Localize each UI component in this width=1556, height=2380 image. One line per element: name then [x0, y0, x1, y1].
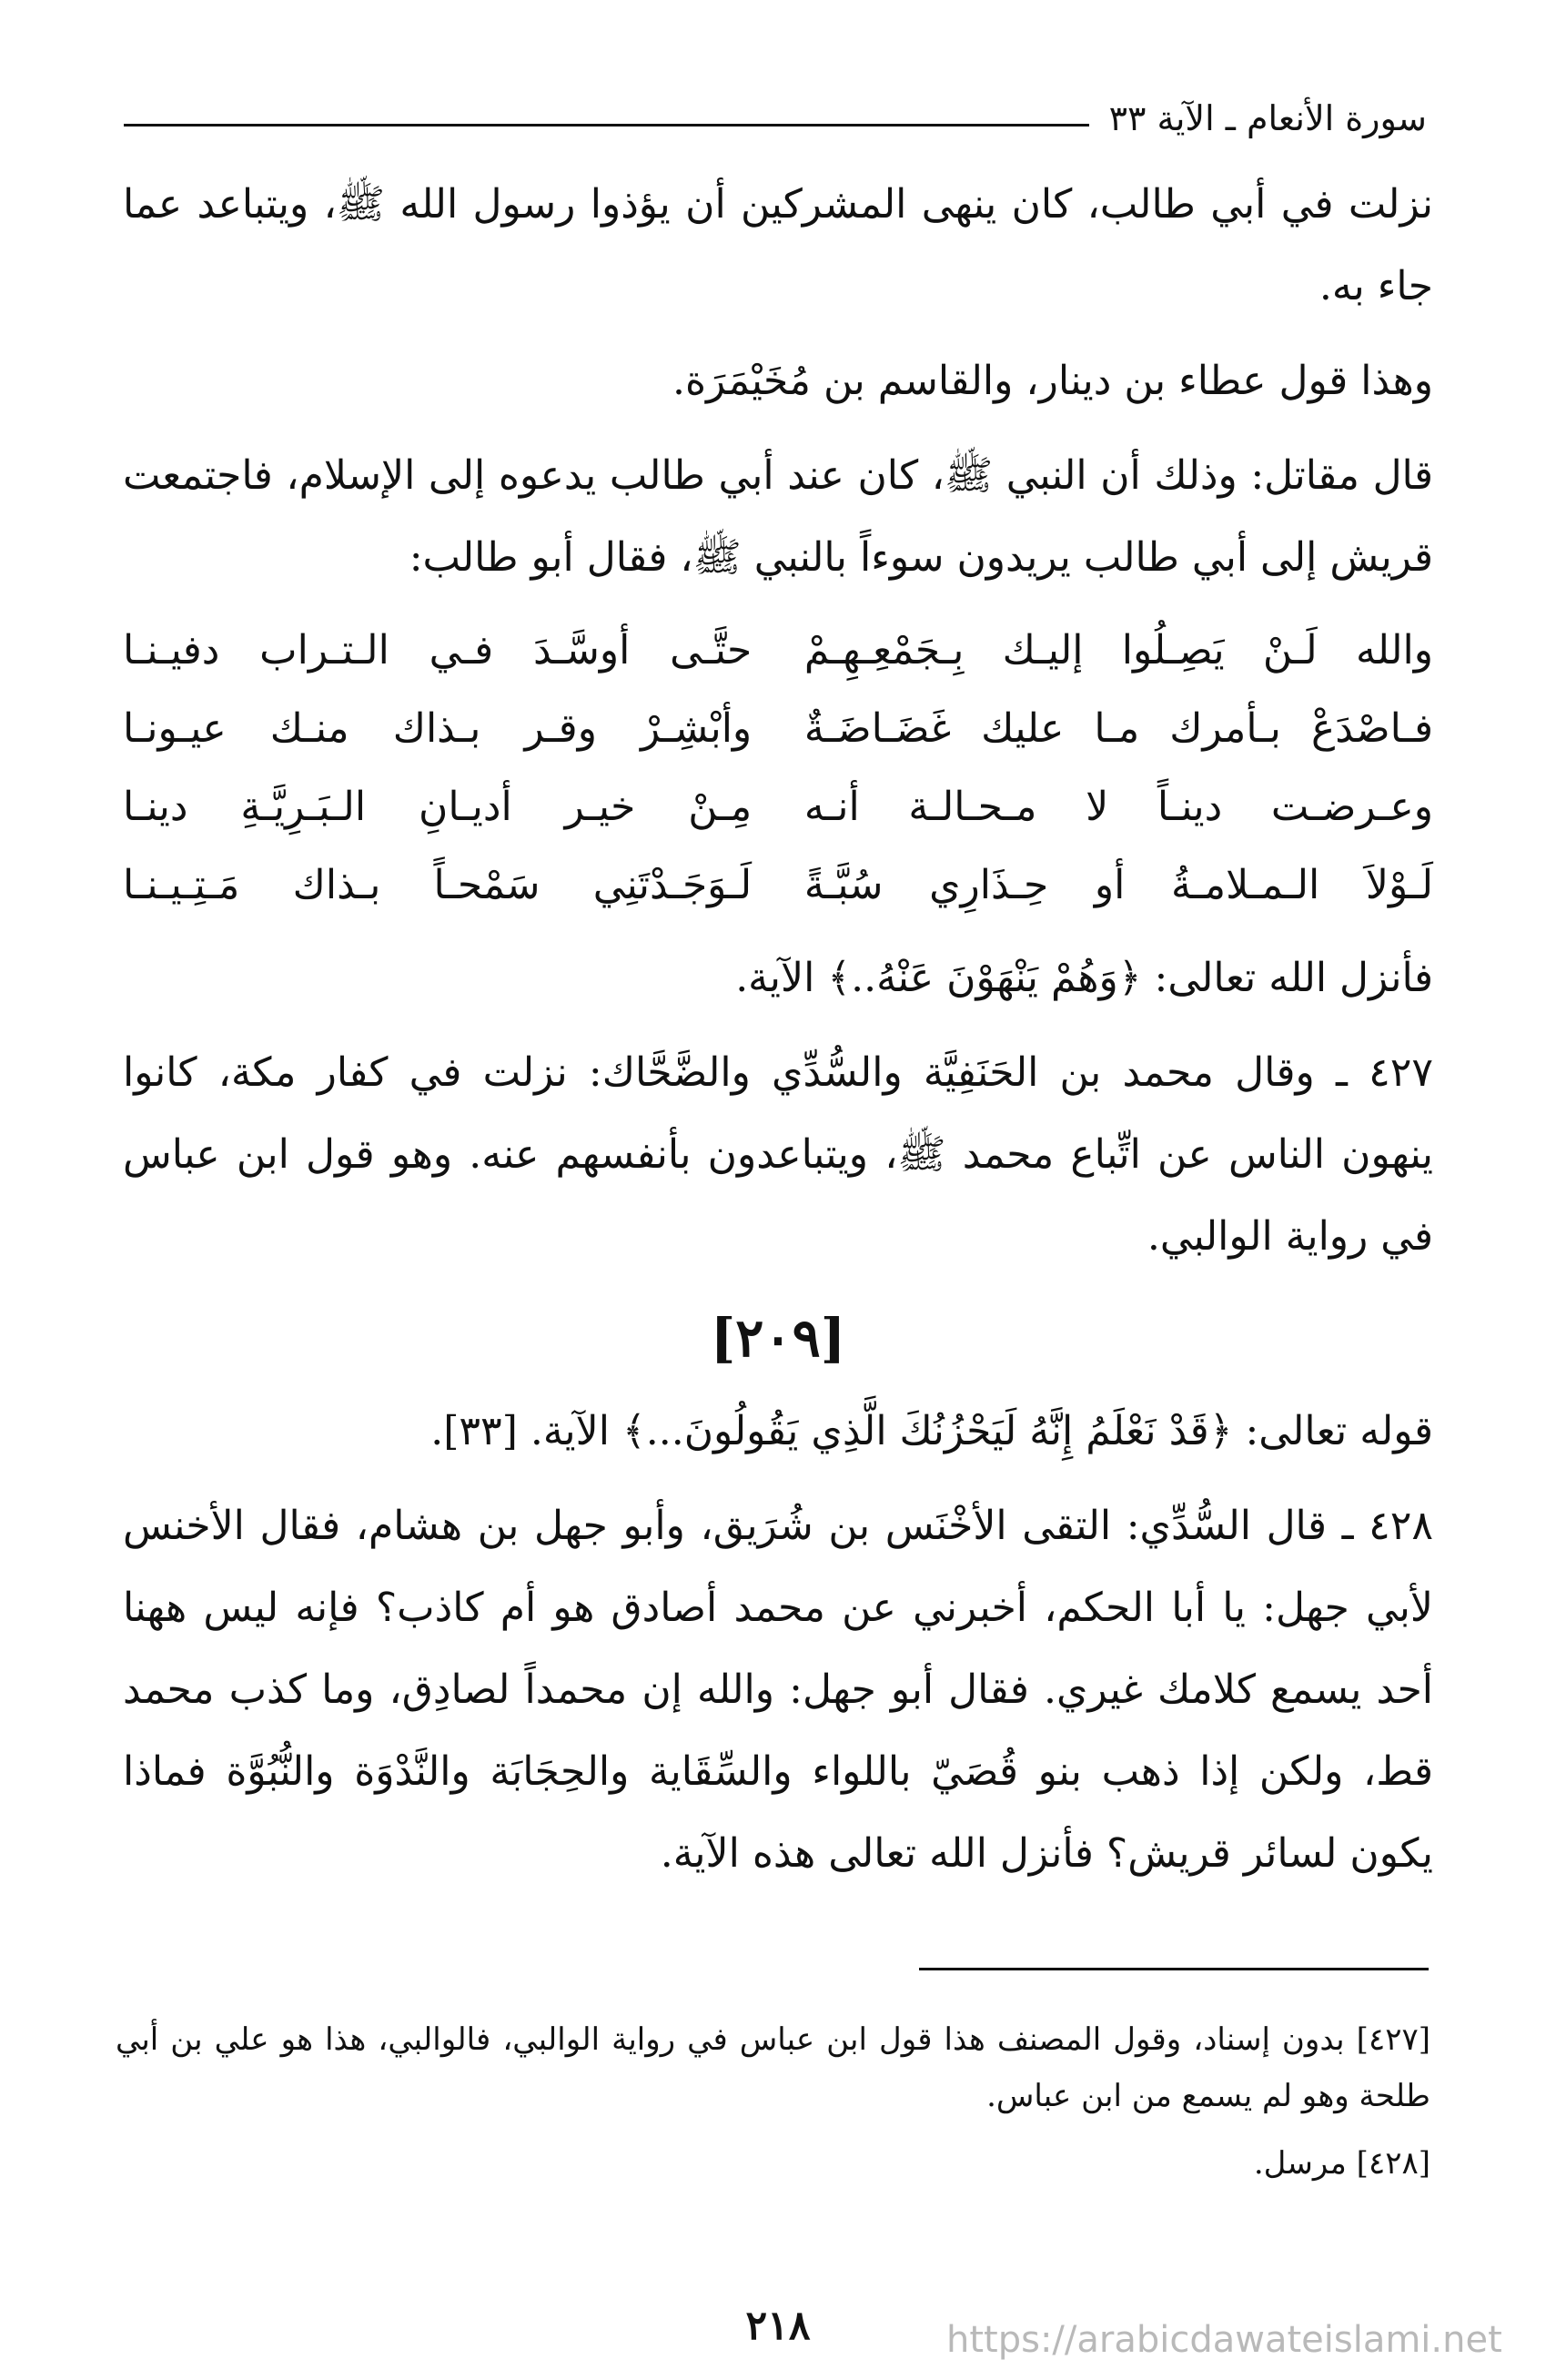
- paragraph: ٤٢٨ ـ قال السُّدِّي: التقى الأخْنَس بن شُرَيق، وأبو جهل بن هشام، فقال الأخنس لأبي جهل: يا أبا الحكم، أخبرني عن محمد أصادق هو أم كاذب؟ فإنه ليس ههنا أحد يسمع كلامك غيري. فقال أبو جهل: والله إن محمداً لصادِق، وما كذب محمد قط، ولكن إذا ذهب بنو قُصَيّ باللواء والسِّقَاية والحِجَابَة والنَّدْوَة والنُّبُوَّة فماذا يكون لسائر قريش؟ فأنزل الله تعالى هذه الآية.: [123, 1503, 1433, 1877]
- verse-second-hemistich: مِـنْ خيـر أديـانِ الـبَـرِيَّـةِ دينـا: [123, 784, 753, 830]
- verse-second-hemistich: لَـوَجَـدْتَنِي سَمْحـاً بـذاك مَـتِـيـنـا: [123, 862, 753, 908]
- footnotes: [116, 2011, 1430, 2203]
- header-rule: [124, 124, 1089, 127]
- verse-first-hemistich: فـاصْدَعْ بـأمرك مـا عليك غَضَـاضَـةٌ: [803, 705, 1433, 752]
- verse-second-hemistich: حتَّـى أوسَّـدَ فـي الـتـراب دفيـنـا: [123, 627, 753, 673]
- verse-first-hemistich: وعـرضـت دينـاً لا مـحـالـة أنـه: [803, 784, 1433, 830]
- section-number: [٢٠٩]: [710, 1307, 846, 1369]
- running-title: سورة الأنعام ـ الآية ٣٣: [1108, 98, 1427, 138]
- paragraph: وهذا قول عطاء بن دينار، والقاسم بن مُخَيْمَرَة.: [672, 358, 1433, 404]
- verse-second-hemistich: وأبْشِـرْ وقـر بـذاك منـك عيـونـا: [123, 705, 753, 752]
- poem: [123, 612, 1433, 925]
- page-number: ٢١٨: [745, 2303, 811, 2349]
- poem-verse: [123, 690, 1433, 768]
- footnote-rule: [919, 1968, 1429, 1970]
- paragraph: فأنزل الله تعالى: ﴿وَهُمْ يَنْهَوْنَ عَنْهُ..﴾ الآية.: [735, 955, 1433, 1001]
- poem-verse: [123, 768, 1433, 846]
- footnote: [٤٢٧] بدون إسناد، وقول المصنف هذا قول ابن عباس في رواية الوالبي، فالوالبي، هذا هو علي بن أبي طلحة وهو لم يسمع من ابن عباس.: [116, 2021, 1430, 2114]
- paragraph: قال مقاتل: وذلك أن النبي ﷺ، كان عند أبي طالب يدعوه إلى الإسلام، فاجتمعت قريش إلى أبي طالب يريدون سوءاً بالنبي ﷺ، فقال أبو طالب:: [123, 452, 1433, 581]
- watermark: https://arabicdawateislami.net: [946, 2319, 1502, 2361]
- paragraph: ٤٢٧ ـ وقال محمد بن الحَنَفِيَّة والسُّدِّي والضَّحَّاك: نزلت في كفار مكة، كانوا ينهون الناس عن اتِّباع محمد ﷺ، ويتباعدون بأنفسهم عنه. وهو قول ابن عباس في رواية الوالبي.: [123, 1049, 1433, 1260]
- poem-verse: [123, 846, 1433, 925]
- verse-first-hemistich: والله لَـنْ يَصِـلُوا إليـك بِـجَمْعِـهِـمْ: [803, 627, 1433, 673]
- paragraph: نزلت في أبي طالب، كان ينهى المشركين أن يؤذوا رسول الله ﷺ، ويتباعد عما جاء به.: [123, 181, 1433, 309]
- verse-first-hemistich: لَـوْلاَ الـمـلامـةُ أو حِـذَارِي سُبَّـةً: [803, 862, 1433, 908]
- running-header: [124, 98, 1427, 138]
- poem-verse: [123, 612, 1433, 690]
- main-text: [123, 164, 1433, 1908]
- paragraph: قوله تعالى: ﴿قَدْ نَعْلَمُ إِنَّهُ لَيَحْزُنُكَ الَّذِي يَقُولُونَ...﴾ الآية. [٣٣].: [430, 1408, 1433, 1454]
- footnote: [٤٢٨] مرسل.: [1253, 2145, 1430, 2182]
